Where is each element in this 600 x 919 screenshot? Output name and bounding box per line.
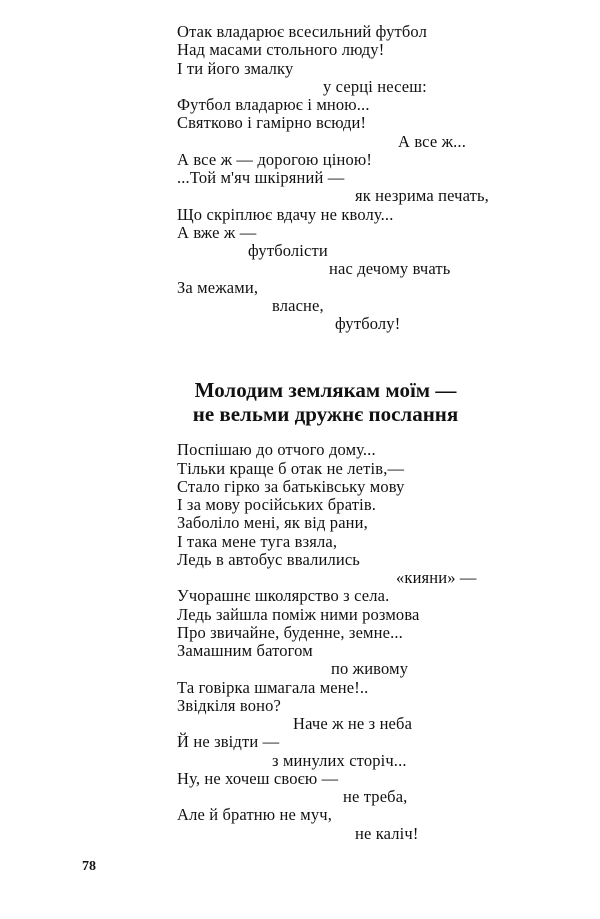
poem-line: Отак владарює всесильний футбол [177, 22, 427, 41]
poem-line: Що скріплює вдачу не кволу... [177, 205, 394, 224]
poem-line: І така мене туга взяла, [177, 532, 338, 551]
poem-line: Ледь в автобус ввалились [177, 550, 360, 569]
poem-line: Святково і гамірно всюди! [177, 113, 367, 132]
poem-line: А вже ж — [177, 223, 257, 242]
poem-line: ...Той м'яч шкіряний — [177, 168, 345, 187]
title-line: Молодим землякам моїм — [194, 378, 457, 402]
poem-line: Звідкіля воно? [177, 696, 282, 715]
poem-line: футболісти [248, 241, 328, 260]
title-line: не вельми дружнє послання [192, 402, 459, 426]
poem-line: Та говірка шмагала мене!.. [177, 678, 369, 697]
poem-line: Стало гірко за батьківську мову [177, 477, 405, 496]
poem-line: «кияни» — [396, 568, 477, 587]
poem-line: Тільки краще б отак не летів,— [177, 459, 405, 478]
poem-line: І ти його змалку [177, 59, 294, 78]
poem-line: Й не звідти — [177, 732, 280, 751]
poem-line: Над масами стольного люду! [177, 40, 385, 59]
poem-line: Поспішаю до отчого дому... [177, 440, 376, 459]
poem-line: власне, [272, 296, 324, 315]
poem-line: Замашним батогом [177, 641, 313, 660]
poem-line: Ледь зайшла поміж ними розмова [177, 605, 420, 624]
poem-line: футболу! [335, 314, 401, 333]
poem-line: не каліч! [355, 824, 419, 843]
poem-line: Наче ж не з неба [293, 714, 413, 733]
poem-line: Ну, не хочеш своєю — [177, 769, 339, 788]
poem-line: по живому [331, 659, 409, 678]
poem-line: І за мову російських братів. [177, 495, 377, 514]
poem-line: у серці несеш: [323, 77, 427, 96]
poem-line: А все ж... [398, 132, 466, 151]
page-number: 78 [82, 859, 96, 874]
poem-line: нас дечому вчать [329, 259, 451, 278]
poem-line: з минулих сторіч... [272, 751, 407, 770]
poem-line: як незрима печать, [355, 186, 489, 205]
poem-line: А все ж — дорогою ціною! [177, 150, 372, 169]
poem-line: не треба, [343, 787, 408, 806]
poem-line: За межами, [177, 278, 259, 297]
poem-line: Учорашнє школярство з села. [177, 586, 390, 605]
poem-line: Але й братню не муч, [177, 805, 332, 824]
poem-line: Футбол владарює і мною... [177, 95, 370, 114]
poem-line: Заболіло мені, як від рани, [177, 513, 368, 532]
poem-line: Про звичайне, буденне, земне... [177, 623, 403, 642]
